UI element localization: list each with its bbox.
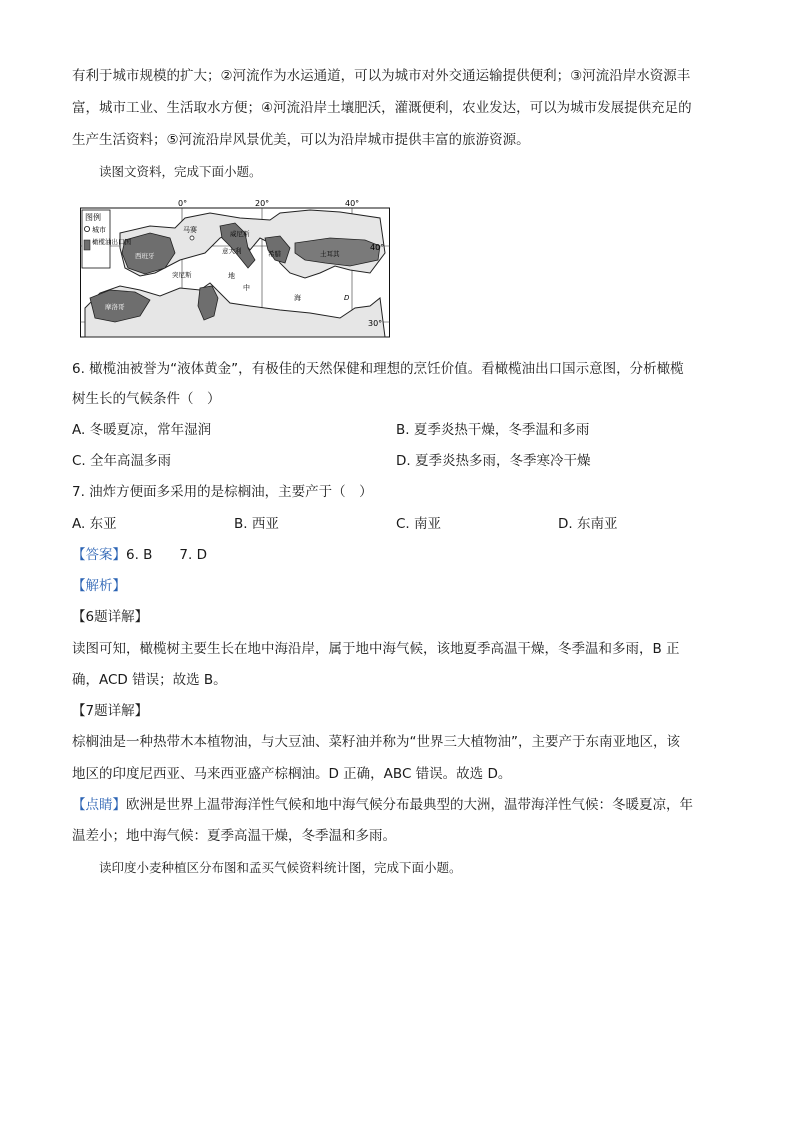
place-spain: 西班牙 [135, 252, 155, 260]
d6-line-2: 确，ACD 错误；故选 B。 [72, 672, 227, 688]
d7-line-1: 棕榈油是一种热带木本植物油，与大豆油、菜籽油并称为“世界三大植物油”，主要产于东南亚地区，该 [72, 734, 680, 750]
lon-40: 40° [345, 199, 360, 208]
place-italy: 意大利 [222, 247, 242, 255]
q7-option-a: A. 东亚 [72, 516, 117, 532]
q6-stem-line-2: 树生长的气候条件（ ） [72, 391, 221, 407]
tip-label: 【点睛】 [72, 797, 126, 813]
d6-line-1: 读图可知，橄榄树主要生长在地中海沿岸，属于地中海气候，该地夏季高温干燥，冬季温和多雨，B 正 [72, 641, 680, 657]
lat-30: 30° [368, 319, 383, 328]
read-prompt-1: 读图文资料，完成下面小题。 [99, 164, 262, 179]
read-prompt-2: 读印度小麦种植区分布图和孟买气候资料统计图，完成下面小题。 [99, 860, 462, 875]
export-swatch-icon [84, 240, 90, 250]
legend-export [92, 237, 132, 246]
place-tunisia: 突尼斯 [172, 271, 192, 279]
d6-label: 【6题详解】 [72, 609, 149, 625]
lon-0: 0° [178, 199, 188, 208]
q6-option-a: A. 冬暖夏凉，常年湿润 [72, 422, 212, 438]
place-morocco: 摩洛哥 [105, 303, 125, 311]
place-venice: 威尼斯 [230, 230, 250, 238]
answer-line [72, 545, 207, 565]
olive-oil-export-map [80, 198, 390, 338]
q7-option-b: B. 西亚 [234, 516, 279, 532]
d7-label: 【7题详解】 [72, 703, 149, 719]
q7-stem: 7. 油炸方便面多采用的是棕榈油，主要产于（ ） [72, 484, 373, 500]
tip-line-2: 温差小；地中海气候：夏季高温干燥，冬季温和多雨。 [72, 828, 396, 844]
legend-export-label: 橄榄油出口国 [92, 238, 131, 246]
tip-line-1 [72, 795, 693, 815]
legend-title: 图例 [85, 213, 101, 222]
place-d: D [344, 294, 350, 302]
intro-line-1: 有利于城市规模的扩大；②河流作为水运通道，可以为城市对外交通运输提供便利；③河流沿岸水资源丰 [72, 68, 691, 84]
sea-char-3: 海 [294, 294, 301, 302]
place-marseille: 马赛 [183, 226, 197, 234]
tip-text-1: 欧洲是世界上温带海洋性气候和地中海气候分布最典型的大洲，温带海洋性气候：冬暖夏凉，年 [126, 797, 693, 813]
q6-option-d: D. 夏季炎热多雨，冬季寒冷干燥 [396, 453, 591, 469]
legend-city: 城市 [92, 226, 106, 234]
place-greece: 希腊 [268, 250, 281, 258]
q6-option-b: B. 夏季炎热干燥，冬季温和多雨 [396, 422, 590, 438]
lon-20: 20° [255, 199, 270, 208]
intro-line-2: 富，城市工业、生活取水方便；④河流沿岸土壤肥沃，灌溉便利，农业发达，可以为城市发展提供充足的 [72, 100, 692, 116]
city-dot-icon [84, 226, 89, 231]
lat-40: 40° [370, 243, 385, 252]
d7-line-2: 地区的印度尼西亚、马来西亚盛产棕榈油。D 正确，ABC 错误。故选 D。 [72, 766, 512, 782]
q7-option-d: D. 东南亚 [558, 516, 618, 532]
sea-char-1: 地 [228, 272, 235, 280]
q6-option-c: C. 全年高温多雨 [72, 453, 172, 469]
city-marseille-icon [190, 236, 194, 240]
place-turkey: 土耳其 [320, 250, 340, 258]
analysis-label: 【解析】 [72, 578, 126, 594]
q7-option-c: C. 南亚 [396, 516, 442, 532]
sea-char-2: 中 [243, 284, 250, 292]
intro-line-3: 生产生活资料；⑤河流沿岸风景优美，可以为沿岸城市提供丰富的旅游资源。 [72, 132, 530, 148]
answer-text: 6. B 7. D [126, 547, 207, 563]
answer-label: 【答案】 [72, 547, 126, 563]
q6-stem-line-1: 6. 橄榄油被誉为“液体黄金”，有极佳的天然保健和理想的烹饪价值。看橄榄油出口国示意图，分析橄榄 [72, 361, 684, 377]
